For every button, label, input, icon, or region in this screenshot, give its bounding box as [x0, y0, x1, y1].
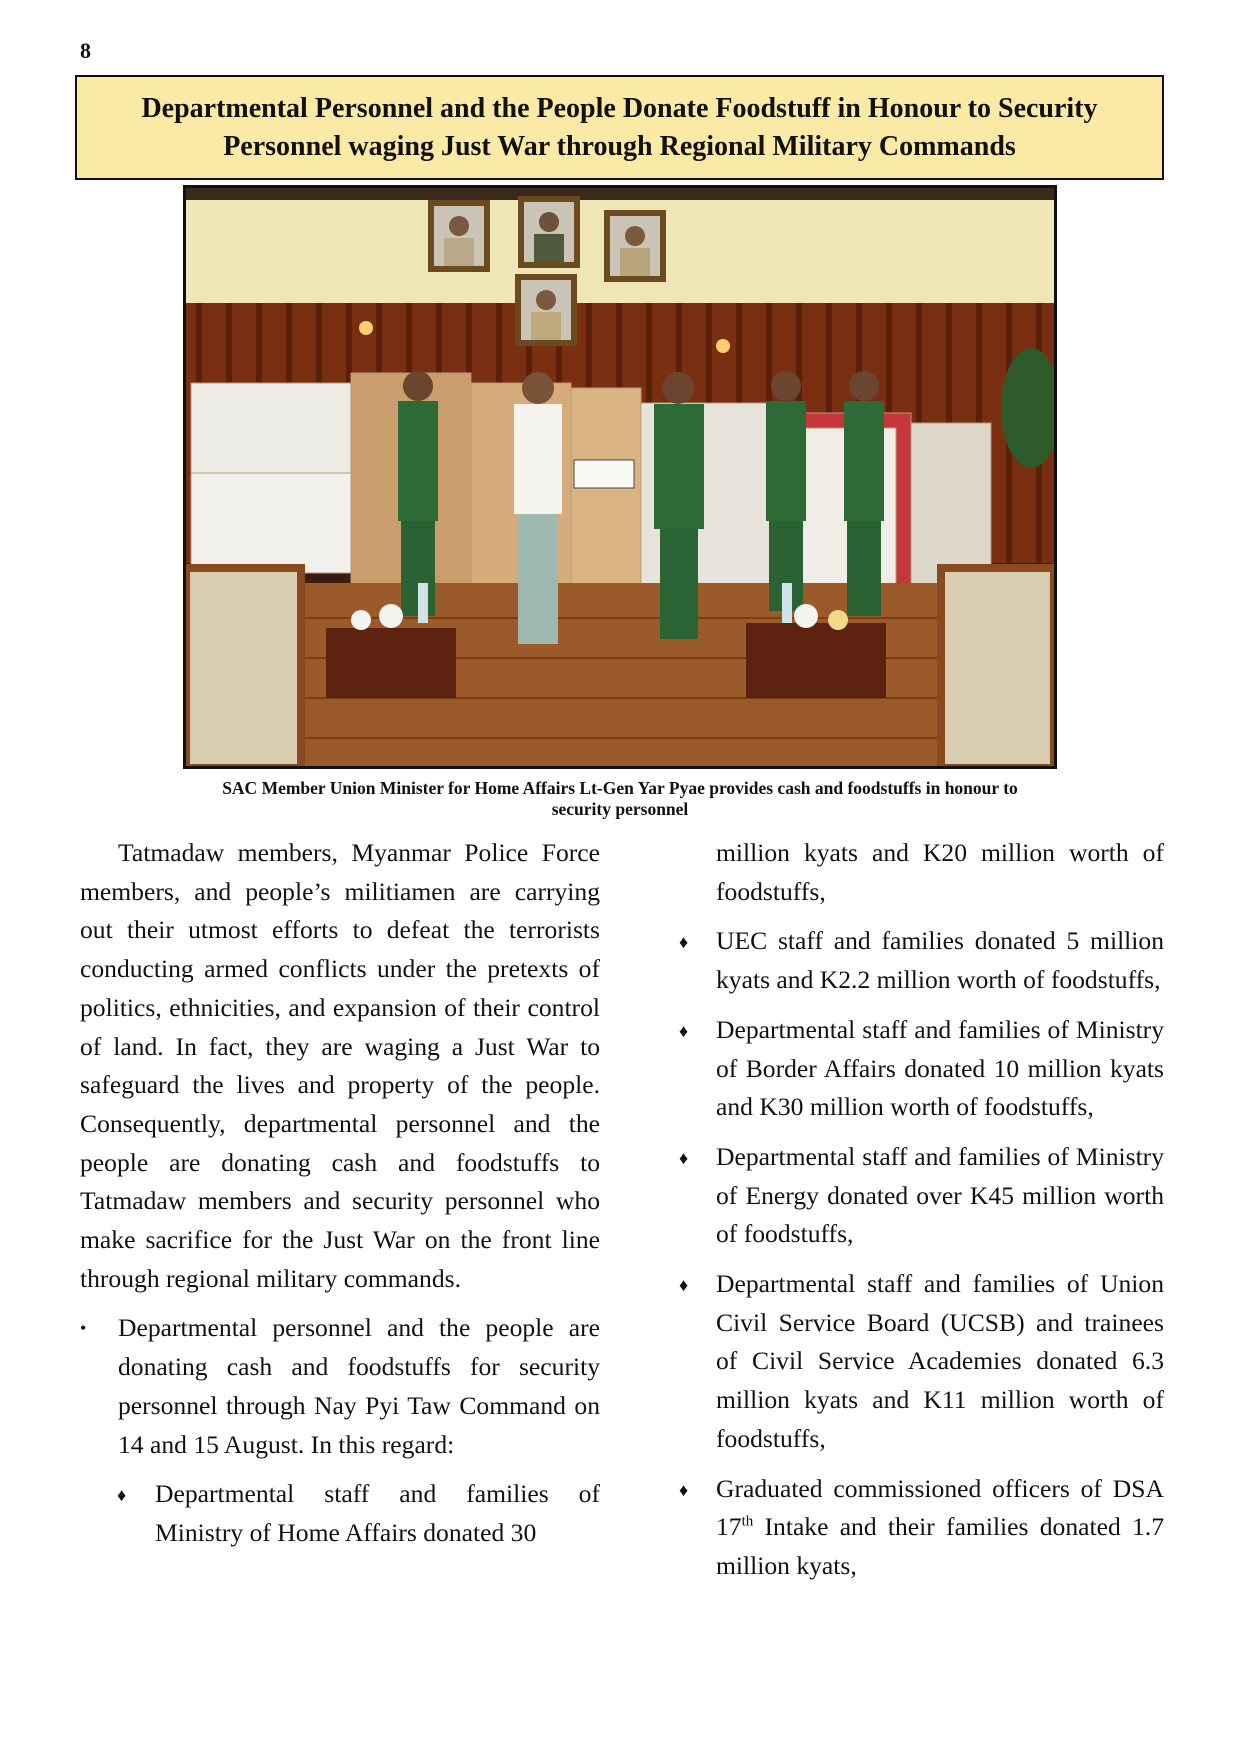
- round-bullet-icon: •: [80, 1318, 87, 1339]
- photo-caption: [120, 778, 1120, 820]
- list-item-border-affairs: [676, 1011, 1164, 1127]
- list-item-energy: [676, 1138, 1164, 1254]
- news-photo: [183, 185, 1057, 769]
- list-item-nay-pyi-taw: [80, 1309, 600, 1464]
- list-item-text: Departmental staff and families of Ministry of Home Affairs donated 30: [155, 1479, 600, 1547]
- donation-ceremony-photo: [186, 188, 1054, 766]
- list-item-home-affairs: [80, 1475, 600, 1552]
- diamond-bullet-icon: ♦: [679, 1147, 689, 1168]
- diamond-bullet-icon: ♦: [679, 1479, 689, 1500]
- list-item-dsa: [676, 1470, 1164, 1586]
- diamond-bullet-icon: ♦: [679, 932, 689, 953]
- list-item-uec: [676, 922, 1164, 999]
- dsa-text-start: Graduated commissioned officers of DSA 17: [716, 1473, 1164, 1542]
- list-item-text: Departmental staff and families of Union Civil Service Board (UCSB) and trainees of Civil Service Academies donated 6.3 million kyats and K11 million worth of foodstuffs,: [716, 1269, 1164, 1453]
- article-title-line-2: Personnel waging Just War through Regional Military Commands: [223, 130, 1016, 162]
- ordinal-suffix: th: [741, 1513, 754, 1530]
- page-number: 8: [80, 38, 91, 63]
- photo-caption-line-2: security personnel: [551, 799, 689, 819]
- list-item-text: Departmental staff and families of Ministry of Energy donated over K45 million worth of foodstuffs,: [716, 1141, 1164, 1249]
- left-column: [80, 834, 600, 1553]
- diamond-bullet-icon: ♦: [117, 1485, 127, 1506]
- list-item-home-affairs-continued: million kyats and K20 million worth of foodstuffs,: [716, 838, 1164, 906]
- list-item-text: Departmental personnel and the people are donating cash and foodstuffs for security personnel through Nay Pyi Taw Command on 14 and 15 August. In this regard:: [118, 1313, 600, 1459]
- right-column: [676, 834, 1164, 1597]
- diamond-bullet-icon: ♦: [679, 1275, 689, 1296]
- dsa-text-end: Intake and their families donated 1.7 million kyats,: [716, 1512, 1164, 1580]
- list-item-text: Departmental staff and families of Ministry of Border Affairs donated 10 million kyats and K30 million worth of foodstuffs,: [716, 1014, 1164, 1122]
- photo-caption-line-1: SAC Member Union Minister for Home Affairs Lt-Gen Yar Pyae provides cash and foodstuffs in honour to: [222, 778, 1018, 798]
- list-item-text: UEC staff and families donated 5 million kyats and K2.2 million worth of foodstuffs,: [716, 926, 1164, 995]
- intro-paragraph: Tatmadaw members, Myanmar Police Force members, and people’s militiamen are carrying out their utmost efforts to defeat the terrorists conducting armed conflicts under the pretexts of politics, ethnicities, and expansion of their control of land. In fact, they are waging a Just War to safeguard the lives and property of the people. Consequently, departmental personnel and the people are donating cash and foodstuffs to Tatmadaw members and security personnel who make sacrifice for the Just War on the front line through regional military commands.: [80, 838, 600, 1293]
- article-title-line-1: Departmental Personnel and the People Donate Foodstuff in Honour to Security: [141, 92, 1098, 124]
- list-item-ucsb: [676, 1265, 1164, 1459]
- list-item-text: [716, 1474, 1164, 1580]
- diamond-bullet-icon: ♦: [679, 1020, 689, 1041]
- article-title: [75, 75, 1164, 180]
